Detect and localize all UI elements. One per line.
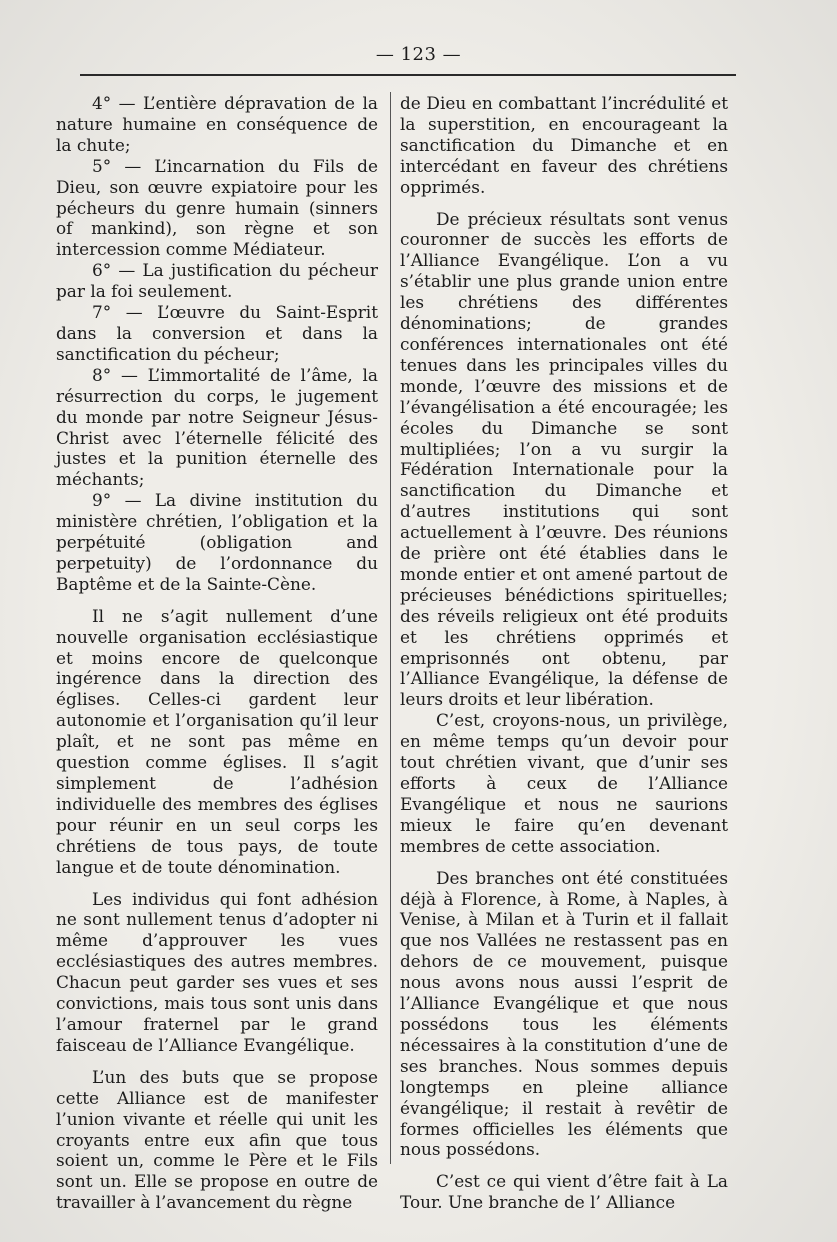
paragraph: L’un des buts que se propose cette Alliance est de manifester l’union vivante et réelle qui unit les croyants entre eux afin que tous soient un, comme le Père et le Fils sont un. Elle se propose en outre de travailler à l’avancement du règne xyxy=(56,1066,378,1213)
paragraph: de Dieu en combattant l’incrédulité et la superstition, en encourageant la sanctification du Dimanche et en intercédant en faveur des chrétiens opprimés. xyxy=(400,93,728,197)
paragraph: C’est ce qui vient d’être fait à La Tour. Une branche de l’ Alliance xyxy=(400,1171,728,1213)
paragraph: Il ne s’agit nullement d’une nouvelle organisation ecclésiastique et moins encore de quelconque ingérence dans la direction des églises. Celles-ci gardent leur autonomie et l’organisation qu’il leur plaît, et ne sont pas même en question comme églises. Il s’agit simplement de l’adhésion individuelle des membres des églises pour réunir en un seul corps les chrétiens de tous pays, de toute langue et de toute dénomination. xyxy=(56,605,378,877)
paragraph: 4° — L’entière dépravation de la nature humaine en conséquence de la chute; xyxy=(56,93,378,155)
paragraph: Des branches ont été constituées déjà à Florence, à Rome, à Naples, à Venise, à Milan et à Turin et il fallait que nos Vallées ne restassent pas en dehors de ce mouvement, puisque nous avons nous aussi l’esprit de l’Alliance Evangélique et que nous possédons tous les éléments nécessaires à la constitution d’une de ses branches. Nous sommes depuis longtemps en pleine alliance évangélique; il restait à revêtir de formes officielles les éléments que nous possédons. xyxy=(400,867,728,1160)
right-column xyxy=(400,93,728,1213)
paragraph: 9° — La divine institution du ministère chrétien, l’obligation et la perpétuité (obligation and perpetuity) de l’ordonnance du Baptême et de la Sainte-Cène. xyxy=(56,490,378,594)
paragraph: C’est, croyons-nous, un privilège, en même temps qu’un devoir pour tout chrétien vivant, que d’unir ses efforts à ceux de l’Alliance Evangélique et nous ne saurions mieux le faire qu’en devenant membres de cette association. xyxy=(400,710,728,856)
paragraph: 5° — L’incarnation du Fils de Dieu, son œuvre expiatoire pour les pécheurs du genre humain (sinners of mankind), son règne et son intercession comme Médiateur. xyxy=(56,155,378,260)
column-divider xyxy=(390,92,391,1164)
paragraph: Les individus qui font adhésion ne sont nullement tenus d’adopter ni même d’approuver les vues ecclésiastiques des autres membres. Chacun peut garder ses vues et ses convictions, mais tous sont unis dans l’amour fraternel par le grand faisceau de l’Alliance Evangélique. xyxy=(56,888,378,1055)
paragraph: 7° — L’œuvre du Saint-Esprit dans la conversion et dans la sanctification du pécheur; xyxy=(56,302,378,364)
page-number: — 123 — xyxy=(375,44,462,65)
header-rule xyxy=(80,74,736,76)
paragraph: 6° — La justification du pécheur par la foi seulement. xyxy=(56,260,378,302)
paragraph: De précieux résultats sont venus couronner de succès les efforts de l’Alliance Evangélique. L’on a vu s’établir une plus grande union entre les chrétiens des différentes dénominations; de grandes conférences internationales ont été tenues dans les principales villes du monde, l’œuvre des missions et de l’évangélisation a été encouragée; les écoles du Dimanche se sont multipliées; l’on a vu surgir la Fédération Internationale pour la sanctification du Dimanche et d’autres institutions qui sont actuellement à l’œuvre. Des réunions de prière ont été établies dans le monde entier et ont amené partout de précieuses bénédictions spirituelles; des réveils religieux ont été produits et les chrétiens opprimés et emprisonnés ont obtenu, par l’Alliance Evangélique, la défense de leurs droits et leur libération. xyxy=(400,208,728,710)
left-column xyxy=(56,93,378,1213)
paragraph: 8° — L’immortalité de l’âme, la résurrection du corps, le jugement du monde par notre Seigneur Jésus-Christ avec l’éternelle félicité des justes et la punition éternelle des méchants; xyxy=(56,364,378,490)
